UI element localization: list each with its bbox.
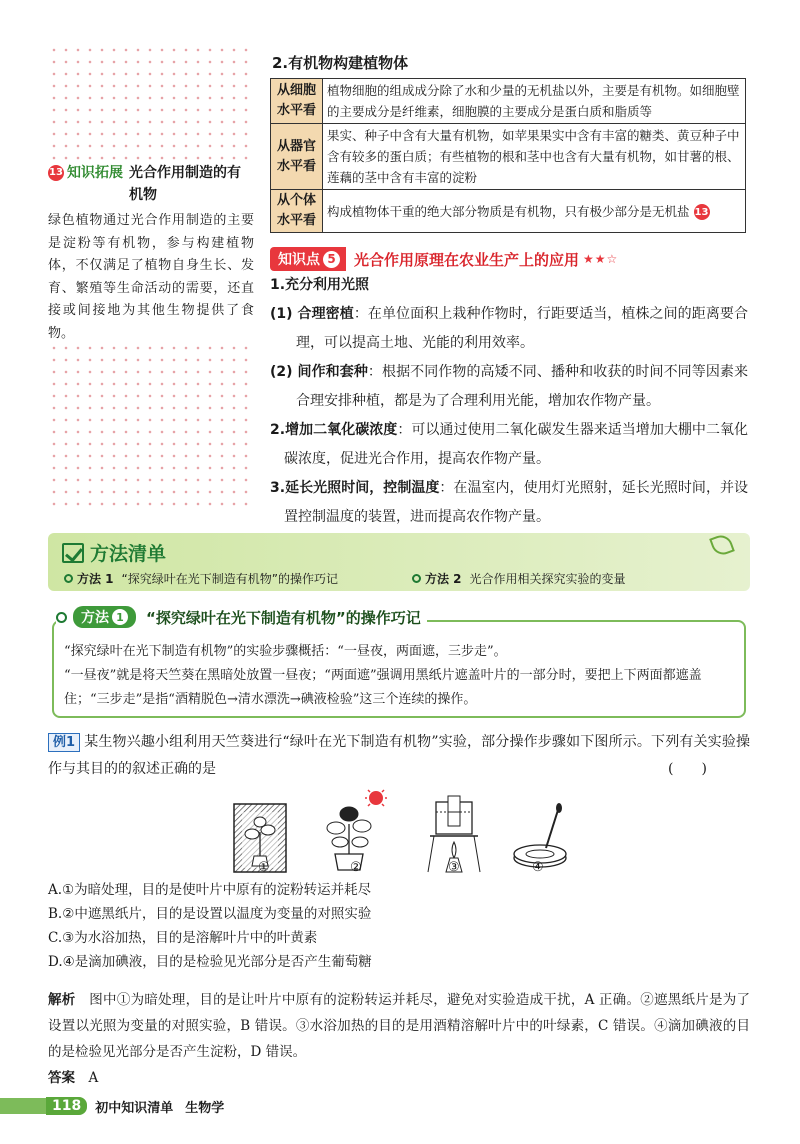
option-a: A.①为暗处理，目的是使叶片中原有的淀粉转运并耗尽 <box>48 882 372 898</box>
figure-label: ④ <box>532 860 544 875</box>
row-label: 从器官水平看 <box>271 124 323 190</box>
figure-label: ③ <box>448 860 460 875</box>
item-label: 2.增加二氧化碳浓度 <box>270 422 398 438</box>
item-dense-planting <box>270 300 748 358</box>
method-list-item-1 <box>64 570 338 587</box>
footer-bar <box>0 1098 50 1114</box>
method1-title: “探究绿叶在光下制造有机物”的操作巧记 <box>146 608 421 627</box>
knowledge-extension-tag: 知识拓展 <box>67 165 123 181</box>
methods-banner-title-text: 方法清单 <box>90 543 167 565</box>
method1-line1: “探究绿叶在光下制造有机物”的实验步骤概括：“一昼夜，两面遮，三步走”。 <box>64 644 507 659</box>
item-label: 3.延长光照时间，控制温度 <box>270 480 440 496</box>
knowledge-point-tag-text: 知识点 <box>278 252 320 268</box>
table-row <box>271 79 746 124</box>
row-label: 从个体水平看 <box>271 190 323 233</box>
method-list-item-2 <box>412 570 626 587</box>
answer-blank: ( ) <box>668 761 707 777</box>
methods-banner-title <box>62 539 166 566</box>
item-extend-light <box>270 474 748 532</box>
row-text-cell <box>323 190 746 233</box>
method1-tag <box>73 606 136 628</box>
decorative-dot-grid-lower <box>48 342 254 512</box>
knowledge-point-number: 5 <box>323 251 340 268</box>
knowledge-extension-box <box>48 162 254 345</box>
item-text: ：在温室内，使用灯光照射，延长光照时间，并设置控制温度的装置，进而提高农作物产量。 <box>284 480 749 525</box>
example-question <box>48 729 750 783</box>
method1-number: 1 <box>112 609 128 625</box>
analysis-block <box>48 987 750 1065</box>
analysis-text: 图中①为暗处理，目的是让叶片中原有的淀粉转运并耗尽，避免对实验造成干扰，A 正确。②遮黑纸片是为了设置以光照为变量的对照实验，B 错误。③水浴加热的目的是用酒精溶解叶片中的叶绿素，C 错误。④滴加碘液的目的是检验见光部分是否产生淀粉，D 错误。 <box>48 992 751 1060</box>
method-list-label: 方法 2 <box>425 572 462 586</box>
knowledge-point-title: 光合作用原理在农业生产上的应用 <box>354 250 580 269</box>
subject-name: 生物学 <box>185 1100 225 1116</box>
row-text: 构成植物体干重的绝大部分物质是有机物，只有极少部分是无机盐 <box>327 203 690 219</box>
knowledge-extension-title <box>48 162 254 206</box>
method1-line2: “一昼夜”就是将天竺葵在黑暗处放置一昼夜；“两面遮”强调用黑纸片遮盖叶片的一部分时，要把上下两面都遮盖住；“三步走”是指“酒精脱色→清水漂洗→碘液检验”这三个连续的操作。 <box>64 668 702 707</box>
difficulty-stars-icon: ★★☆ <box>583 252 619 266</box>
knowledge-point-tag <box>270 247 346 271</box>
organic-matter-table <box>270 78 746 233</box>
section-title: 2.有机物构建植物体 <box>272 54 409 72</box>
iodine-test-figure <box>514 803 566 867</box>
item-text: ：在单位面积上栽种作物时，行距要适当，植株之间的距离要合理，可以提高土地、光能的利用效率。 <box>296 306 749 351</box>
method-list-label: 方法 1 <box>77 572 114 586</box>
answer-block <box>48 1066 98 1086</box>
row-text: 果实、种子中含有大量有机物，如苹果果实中含有丰富的糖类、黄豆种子中含有较多的蛋白质；有些植物的根和茎中也含有大量有机物，如甘薯的根、莲藕的茎中含有丰富的淀粉 <box>323 124 746 190</box>
book-title: 初中知识清单 <box>95 1100 174 1116</box>
table-row <box>271 190 746 233</box>
knowledge-extension-heading: 光合作用制造的有机物 <box>129 165 241 203</box>
figure-label: ① <box>258 860 270 875</box>
answer-value: A <box>88 1070 99 1086</box>
application-content <box>270 271 748 532</box>
methods-banner <box>48 533 750 591</box>
item-text: ：根据不同作物的高矮不同、播种和收获的时间不同等因素来合理安排种植，都是为了合理利用光能，增加农作物产量。 <box>296 364 748 409</box>
item-label: (2) 间作和套种 <box>270 364 368 380</box>
example-stem: 某生物兴趣小组利用天竺葵进行“绿叶在光下制造有机物”实验，部分操作步骤如下图所示。下列有关实验操作与其目的的叙述正确的是 <box>48 734 750 777</box>
item-co2 <box>270 416 748 474</box>
answer-options <box>48 878 372 974</box>
subheading-light: 1.充分利用光照 <box>270 277 370 293</box>
item-label: (1) 合理密植 <box>270 306 354 322</box>
row-text: 植物细胞的组成成分除了水和少量的无机盐以外，主要是有机物。如细胞壁的主要成分是纤维素，细胞膜的主要成分是蛋白质和脂质等 <box>323 79 746 124</box>
option-d: D.④是滴加碘液，目的是检验见光部分是否产生葡萄糖 <box>48 954 372 970</box>
bullet-ring-icon <box>64 574 73 583</box>
figure-label: ② <box>350 860 362 875</box>
light-exposure-figure <box>327 788 387 870</box>
page-number: 118 <box>46 1097 87 1115</box>
method1-box <box>52 620 746 718</box>
table-row <box>271 124 746 190</box>
knowledge-extension-text: 绿色植物通过光合作用制造的主要是淀粉等有机物，参与构建植物体，不仅满足了植物自身生长、发育、繁殖等生命活动的需要，还直接或间接地为其他生物提供了食物。 <box>48 213 254 341</box>
example-tag: 例1 <box>48 733 80 752</box>
method-list-text: 光合作用相关探究实验的变量 <box>469 572 626 586</box>
option-c: C.③为水浴加热，目的是溶解叶片中的叶黄素 <box>48 930 318 946</box>
item-intercropping <box>270 358 748 416</box>
method-list-text: “探究绿叶在光下制造有机物”的操作巧记 <box>121 572 338 586</box>
method1-header <box>56 606 427 628</box>
analysis-label: 解析 <box>48 992 76 1008</box>
decorative-dot-grid <box>48 44 254 162</box>
row-label: 从细胞水平看 <box>271 79 323 124</box>
answer-label: 答案 <box>48 1070 75 1086</box>
item-text: ：可以通过使用二氧化碳发生器来适当增加大棚中二氧化碳浓度，促进光合作用，提高农作物产量。 <box>284 422 749 467</box>
leaf-icon <box>709 532 735 558</box>
page-footer <box>0 1094 224 1118</box>
method1-tag-text: 方法 <box>81 610 109 626</box>
note-number-badge: 13 <box>48 165 64 181</box>
knowledge-point-header <box>270 247 618 271</box>
option-b: B.②中遮黑纸片，目的是设置以温度为变量的对照实验 <box>48 906 372 922</box>
note-reference-badge: 13 <box>694 204 710 220</box>
checkbox-icon <box>62 543 84 563</box>
experiment-figures <box>228 788 568 884</box>
bullet-ring-icon <box>56 612 67 623</box>
bullet-ring-icon <box>412 574 421 583</box>
